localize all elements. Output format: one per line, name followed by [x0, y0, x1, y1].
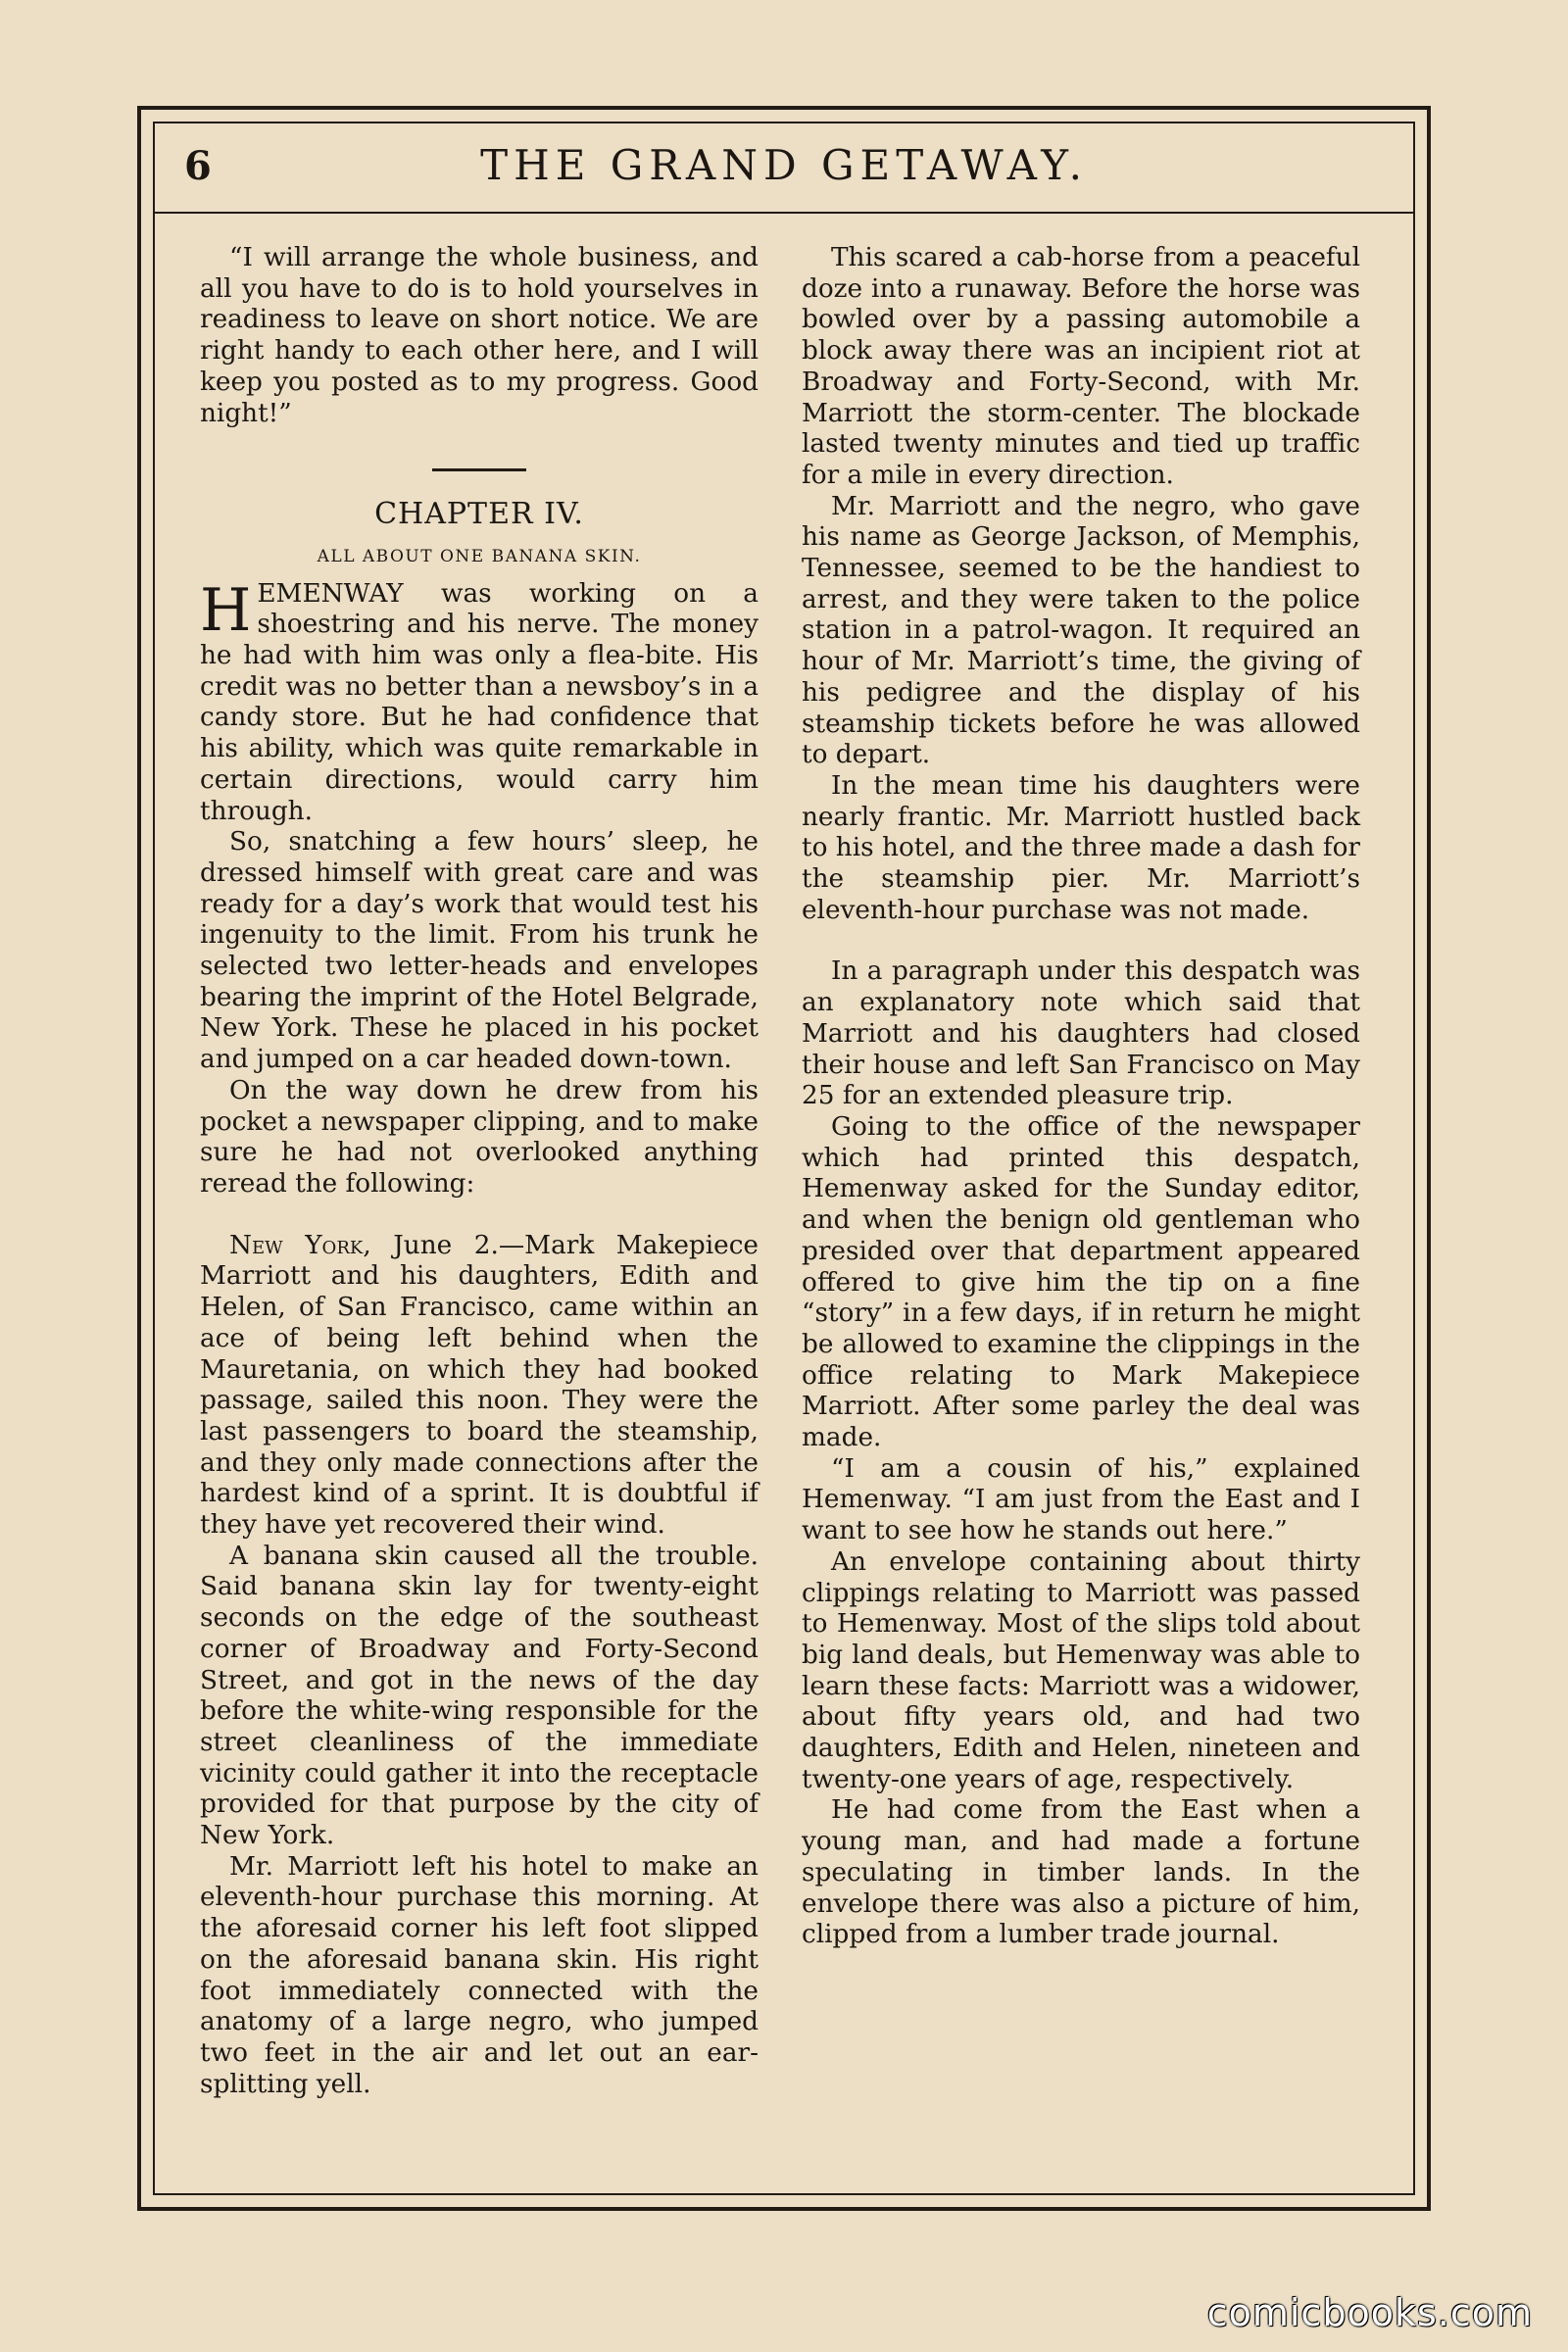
right-column [802, 243, 1360, 2174]
left-column [200, 243, 759, 2174]
paragraph: “I will arrange the whole business, and all you have to do is to hold yourselves in readiness to leave on short notice. We are right handy to each other here, and I will keep you posted as to my progress. Good night!” [200, 243, 759, 428]
paragraph: Going to the office of the newspaper which had printed this despatch, Hemenway asked for the Sunday editor, and when the benign old gentleman who presided over that department appeared offered to give him the tip on a fine “story” in a few days, if in return he might be allowed to examine the clippings in the office relating to Mark Makepiece Marriott. After some parley the deal was made. [802, 1111, 1360, 1453]
running-head [155, 123, 1413, 214]
opening-paragraph-text: EMENWAY was working on a shoestring and his nerve. The money he had with him was only a flea-bite. His credit was no better than a newsboy’s in a candy store. But he had confidence that his ability, which was quite remarkable in certain directions, would carry him through. [200, 578, 759, 826]
paragraph: So, snatching a few hours’ sleep, he dressed himself with great care and was ready for a day’s work that would test his ingenuity to the limit. From his trunk he selected two letter-heads and envelopes bearing the imprint of the Hotel Belgrade, New York. These he placed in his pocket and jumped on a car headed down-town. [200, 827, 759, 1075]
section-divider [432, 468, 526, 471]
site-watermark: comicbooks.com [1206, 2291, 1533, 2334]
text-columns [200, 243, 1394, 2174]
paragraph: A banana skin caused all the trouble. Said banana skin lay for twenty-eight seconds on the edge of the southeast corner of Broadway and Forty-Second Street, and got in the news of the day before the white-wing responsible for the street cleanliness of the immediate vicinity could gather it into the receptacle provided for that purpose by the city of New York. [200, 1541, 759, 1851]
page-number: 6 [184, 143, 212, 189]
paragraph: In a paragraph under this despatch was an explanatory note which said that Marriott and his daughters had closed their house and left San Francisco on May 25 for an extended pleasure trip. [802, 956, 1360, 1111]
paragraph: Mr. Marriott left his hotel to make an eleventh-hour purchase this morning. At the aforesaid corner his left foot slipped on the aforesaid banana skin. His right foot immediately connected with the anatomy of a large negro, who jumped two feet in the air and let out an ear-splitting yell. [200, 1851, 759, 2099]
paragraph: In the mean time his daughters were nearly frantic. Mr. Marriott hustled back to his hotel, and the three made a dash for the steamship pier. Mr. Marriott’s eleventh-hour purchase was not made. [802, 770, 1360, 925]
outer-page-frame [137, 106, 1431, 2211]
paragraph: He had come from the East when a young man, and had made a fortune speculating in timber lands. In the envelope there was also a picture of him, clipped from a lumber trade journal. [802, 1795, 1360, 1950]
page-title: THE GRAND GETAWAY. [480, 141, 1088, 189]
quoted-despatch [200, 1231, 759, 1542]
despatch-text: June 2.—Mark Makepiece Marriott and his daughters, Edith and Helen, of San Francisco, came within an ace of being left behind when the Mauretania, on which they had booked passage, sailed this noon. They were the last passengers to board the steamship, and they only made connections after the hardest kind of a sprint. It is doubtful if they have yet recovered their wind. [200, 1230, 759, 1541]
chapter-subtitle: ALL ABOUT ONE BANANA SKIN. [317, 546, 642, 566]
paragraph: “I am a cousin of his,” explained Hemenway. “I am just from the East and I want to see how he stands out here.” [802, 1453, 1360, 1546]
chapter-heading: CHAPTER IV. [374, 497, 584, 532]
opening-paragraph [200, 575, 759, 828]
paragraph: Mr. Marriott and the negro, who gave his name as George Jackson, of Memphis, Tennessee, seemed to be the handiest to arrest, and they were taken to the police station in a patrol-wagon. It required an hour of Mr. Marriott’s time, the giving of his pedigree and the display of his steamship tickets before he was allowed to depart. [802, 491, 1360, 770]
paragraph: On the way down he drew from his pocket a newspaper clipping, and to make sure he had not overlooked anything reread the following: [200, 1075, 759, 1199]
inner-page-frame [153, 122, 1415, 2195]
drop-cap: H [200, 575, 252, 645]
paragraph: An envelope containing about thirty clippings relating to Marriott was passed to Hemenway. Most of the slips told about big land deals, but Hemenway was able to learn these facts: Marriott was a widower, about fifty years old, and had two daughters, Edith and Helen, nineteen and twenty-one years of age, respectively. [802, 1546, 1360, 1794]
dateline: New York, [229, 1230, 371, 1260]
paragraph: This scared a cab-horse from a peaceful doze into a runaway. Before the horse was bowled over by a passing automobile a block away there was an incipient riot at Broadway and Forty-Second, with Mr. Marriott the storm-center. The blockade lasted twenty minutes and tied up traffic for a mile in every direction. [802, 243, 1360, 490]
